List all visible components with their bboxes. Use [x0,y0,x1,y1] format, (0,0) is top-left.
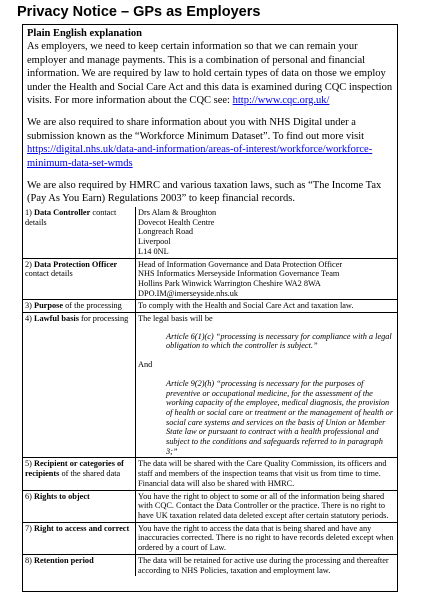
dpo-email: DPO.IM@imerseyside.nhs.uk [138,288,239,298]
privacy-details-table [23,207,397,576]
dpo-line: Head of Information Governance and Data Protection Officer [138,259,343,269]
controller-line: Drs Alam & Broughton [138,208,217,217]
page-title: Privacy Notice – GPs as Employers [17,4,261,20]
cqc-link[interactable]: http://www.cqc.org.uk/ [232,95,330,107]
table-row [23,490,397,522]
row-label-lawful-basis: 4) Lawful basis for processing [23,313,136,458]
lawful-basis-and: And [138,360,153,370]
intro-paragraph-employers [27,40,395,107]
table-row [23,522,397,554]
row-value-retention: The data will be retained for active use during the processing and thereafter according to NHS Policies, taxation and employment law. [136,554,398,576]
row-value-purpose: To comply with the Health and Social Care Act and taxation law. [136,300,398,313]
row-label-retention: 8) Retention period [23,554,136,576]
row-value-data-controller [136,207,398,258]
controller-line: L14 0NL [138,246,169,256]
intro-paragraph-hmrc: We are also required by HMRC and various taxation laws, such as “The Income Tax (Pay As You Earn) Regulations 2003” to keep financial records. [27,180,382,205]
row-value-lawful-basis [136,313,398,458]
intro-paragraph-nhs-digital [27,116,395,170]
plain-english-heading: Plain English explanation [27,28,142,39]
row-label-access-correct: 7) Right to access and correct [23,522,136,554]
article-6-quote: Article 6(1)(c) “processing is necessary for compliance with a legal obligation to which the controller is subject.” [166,331,392,351]
table-row [23,458,397,490]
table-row [23,207,397,258]
plain-english-section [27,27,395,215]
dpo-line: NHS Informatics Merseyside Information Governance Team [138,269,340,279]
controller-line: Dovecot Health Centre [138,217,215,227]
row-value-access-correct: You have the right to access the data that is being shared and have any inaccuracies corrected. There is no right to have records deleted except when ordered by a court of Law. [136,522,398,554]
lawful-basis-intro: The legal basis will be [138,314,213,324]
intro-paragraph-1-text: As employers, we need to keep certain information so that we can remain your employer and manage payments. This is a combination of personal and financial information. We are required by law to hold certain types of data on those we employ under the Health and Social Care Act and this data is examined during CQC inspection visits. For more information about the CQC see: [27,41,393,107]
row-value-data-protection-officer [136,258,398,300]
row-label-rights-to-object: 6) Rights to object [23,490,136,522]
row-value-rights-to-object: You have the right to object to some or all of the information being shared with CQC. Contact the Data Controller or the practice. There is no right to have UK taxation related data deleted except after certain statutory periods. [136,490,398,522]
controller-line: Longreach Road [138,227,194,237]
privacy-notice-box [22,24,398,592]
row-label-recipients: 5) Recipient or categories of recipients of the shared data [23,458,136,490]
row-value-recipients: The data will be shared with the Care Quality Commission, its officers and staff and members of the inspection teams that visit us from time to time. Financial data will also be shared with HMRC. [136,458,398,490]
controller-line: Liverpool [138,237,171,247]
intro-paragraph-2-text: We are also required to share information about you with NHS Digital under a submission known as the “Workforce Minimum Dataset”. To find out more visit [27,117,365,142]
row-label-data-controller: 1) Data Controller contact details [23,207,136,258]
row-label-data-protection-officer: 2) Data Protection Officer contact details [23,258,136,300]
wmds-link[interactable]: https://digital.nhs.uk/data-and-information/areas-of-interest/workforce/workforce-minimum-data-set-wmds [27,144,373,169]
row-label-purpose: 3) Purpose of the processing [23,300,136,313]
table-row [23,313,397,458]
dpo-line: Hollins Park Winwick Warrington Cheshire WA2 8WA [138,278,321,288]
table-row [23,554,397,576]
table-row [23,300,397,313]
article-9-quote: Article 9(2)(h) “processing is necessary for the purposes of preventive or occupational medicine, for the assessment of the working capacity of the employee, medical diagnosis, the provision of health or social care or treatment or the management of health or social care systems and services on the basis of Union or Member State law or pursuant to contract with a health professional and subject to the conditions and safeguards referred to in paragraph 3;” [166,378,394,456]
table-row [23,258,397,300]
